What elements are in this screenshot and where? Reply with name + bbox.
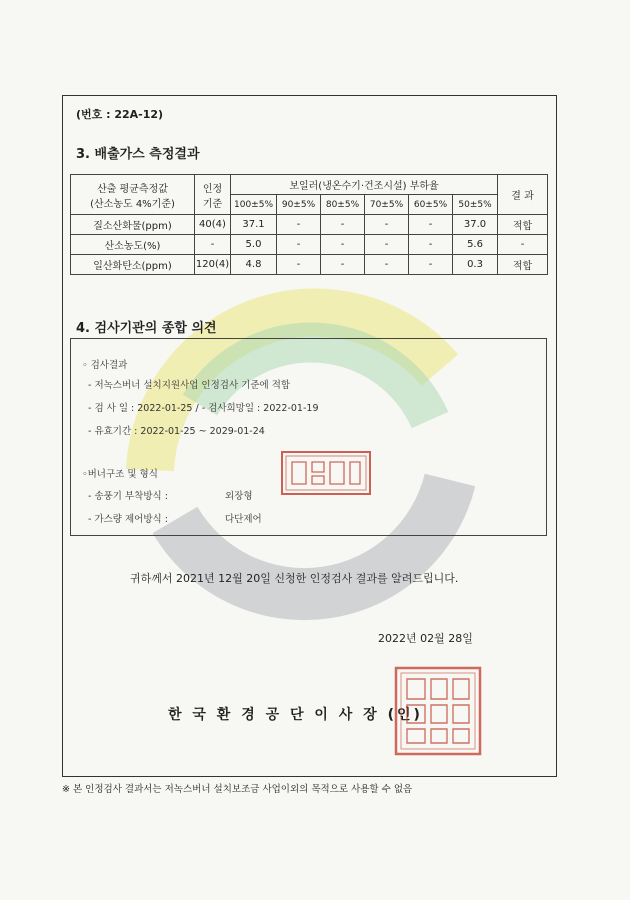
- row-value: -: [409, 215, 453, 235]
- row-item: 질소산화물(ppm): [71, 215, 195, 235]
- emission-results-table: [70, 174, 548, 275]
- header-item: 산출 평균측정값 (산소농도 4%기준): [71, 175, 195, 215]
- load-col: 90±5%: [277, 195, 321, 215]
- load-col: 50±5%: [453, 195, 498, 215]
- row-item: 산소농도(%): [71, 235, 195, 255]
- header-load: 보일러(냉온수기·건조시설) 부하율: [231, 175, 498, 195]
- row-value: -: [409, 235, 453, 255]
- header-standard: 인정 기준: [195, 175, 231, 215]
- load-col: 80±5%: [321, 195, 365, 215]
- load-col: 60±5%: [409, 195, 453, 215]
- row-value: -: [277, 255, 321, 275]
- row-value: -: [409, 255, 453, 275]
- row-value: 5.6: [453, 235, 498, 255]
- opinion-fan-value: 외장형: [225, 491, 253, 502]
- official-seal-icon: [393, 665, 483, 757]
- opinion-gas-value: 다단제어: [225, 514, 262, 525]
- signer-name: 한 국 환 경 공 단 이 사 장 (인): [168, 707, 423, 723]
- footnote: ※ 본 인정검사 결과서는 저녹스버너 설치보조금 사업이외의 목적으로 사용할 수 없음: [62, 784, 413, 795]
- load-col: 100±5%: [231, 195, 277, 215]
- closing-text: 귀하께서 2021년 12월 20일 신청한 인정검사 결과를 알려드립니다.: [130, 572, 459, 585]
- load-col: 70±5%: [365, 195, 409, 215]
- row-result: -: [498, 235, 548, 255]
- table-row: [71, 235, 548, 255]
- inspection-seal-icon: [280, 450, 372, 496]
- row-std: 120(4): [195, 255, 231, 275]
- row-value: -: [365, 215, 409, 235]
- issue-date: 2022년 02월 28일: [378, 632, 473, 645]
- row-value: 0.3: [453, 255, 498, 275]
- opinion-result-line: - 저녹스버너 설치지원사업 인정검사 기준에 적합: [88, 380, 291, 391]
- row-std: -: [195, 235, 231, 255]
- opinion-gas-label: - 가스량 제어방식 :: [88, 514, 168, 525]
- opinion-result-heading: ◦ 검사결과: [82, 360, 128, 371]
- opinion-box: [70, 338, 547, 536]
- row-value: -: [277, 235, 321, 255]
- row-value: 5.0: [231, 235, 277, 255]
- opinion-valid-period: - 유효기간 : 2022-01-25 ~ 2029-01-24: [88, 426, 265, 437]
- row-value: -: [365, 235, 409, 255]
- row-value: -: [321, 255, 365, 275]
- row-value: -: [277, 215, 321, 235]
- row-item: 일산화탄소(ppm): [71, 255, 195, 275]
- document-number: (번호 : 22A-12): [76, 108, 164, 121]
- row-result: 적합: [498, 255, 548, 275]
- row-value: 37.0: [453, 215, 498, 235]
- section3-title: 3. 배출가스 측정결과: [76, 147, 200, 162]
- section4-title: 4. 검사기관의 종합 의견: [76, 321, 217, 336]
- table-row: [71, 255, 548, 275]
- row-value: 37.1: [231, 215, 277, 235]
- opinion-inspection-date: - 검 사 일 : 2022-01-25 / - 검사희망일 : 2022-01-19: [88, 403, 319, 414]
- header-result: 결 과: [498, 175, 548, 215]
- opinion-fan-label: - 송풍기 부착방식 :: [88, 491, 168, 502]
- row-value: 4.8: [231, 255, 277, 275]
- row-value: -: [321, 235, 365, 255]
- row-std: 40(4): [195, 215, 231, 235]
- row-value: -: [365, 255, 409, 275]
- row-result: 적합: [498, 215, 548, 235]
- row-value: -: [321, 215, 365, 235]
- table-row: [71, 215, 548, 235]
- opinion-burner-heading: ◦버너구조 및 형식: [82, 469, 158, 480]
